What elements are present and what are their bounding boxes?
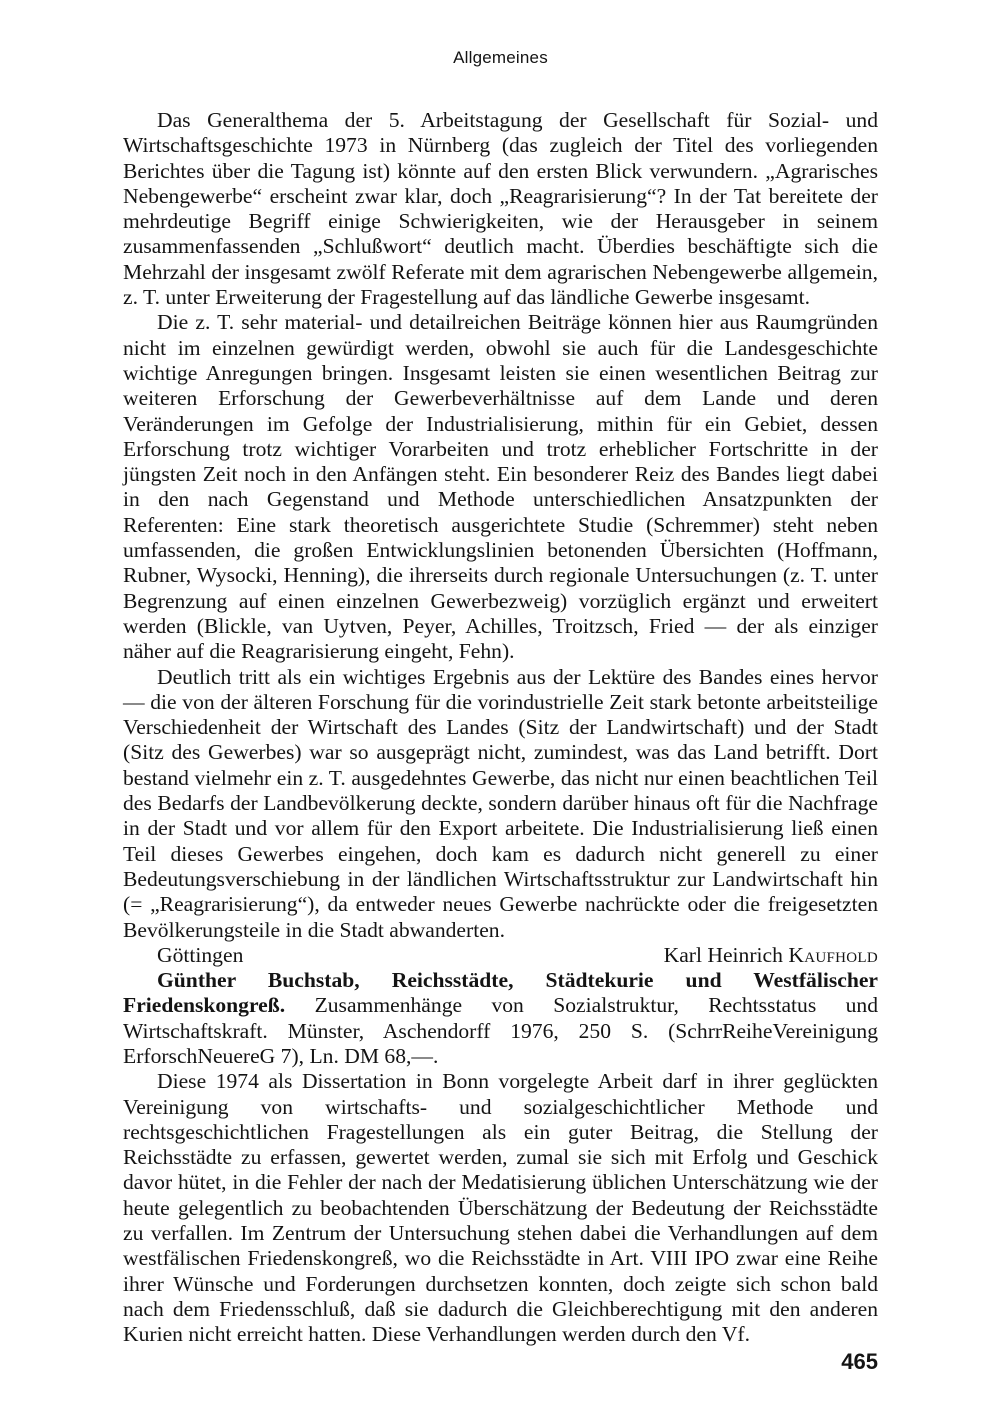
- review2-book-details: Zusammenhänge von Sozialstruktur, Rechtsstatus und Wirtschaftskraft. Münster, Aschendorff 1976, 250 S. (SchrrReiheVereinigung ErforschNeuereG 7), Ln. DM 68,—.: [123, 993, 878, 1068]
- review2-book-author-title: Günther Buchstab, Reichsstädte, Städtekurie und Westfälischer Friedenskongreß.: [123, 968, 878, 1018]
- review2-paragraph-1: Diese 1974 als Dissertation in Bonn vorgelegte Arbeit darf in ihrer geglückten Vereinigung von wirtschafts- und sozialgeschichtlicher Methode und rechtsgeschichtlichen Fragestellungen als ein guter Beitrag, die Stellung der Reichsstädte zu erfassen, gewertet werden, zumal sie sich mit Erfolg und Geschick davor hütet, in die Fehler der nach der Medatisierung üblichen Unterschätzung wie der heute gelegentlich zu beobachtenden Überschätzung der Bedeutung der Reichsstädte zu verfallen. Im Zentrum der Untersuchung stehen dabei die Verhandlungen auf dem westfälischen Friedenskongreß, wo die Reichsstädte in Art. VIII IPO zwar eine Reihe ihrer Wünsche und Forderungen durchsetzen konnten, doch zeigte sich schon bald nach dem Friedensschluß, daß sie dadurch die Gleichberechtigung mit den anderen Kurien nicht erreicht hatten. Diese Verhandlungen werden durch den Vf.: [123, 1069, 878, 1347]
- review1-reviewer: [664, 943, 878, 968]
- reviewer-last-name: Kaufhold: [788, 942, 878, 967]
- review1-place: Göttingen: [157, 942, 244, 967]
- running-header: Allgemeines: [453, 48, 548, 67]
- review1-paragraph-3: Deutlich tritt als ein wichtiges Ergebnis aus der Lektüre des Bandes eines hervor — die von der älteren Forschung für die vorindustrielle Zeit stark betonte arbeitsteilige Verschiedenheit der Wirtschaft des Landes (Sitz der Landwirtschaft) und der Stadt (Sitz des Gewerbes) war so ausgeprägt nicht, zumindest, was das Land betrifft. Dort bestand vielmehr ein z. T. ausgedehntes Gewerbe, das nicht nur einen beachtlichen Teil des Bedarfs der Landbevölkerung deckte, sondern darüber hinaus oft für die Nachfrage in der Stadt und vor allem für den Export arbeitete. Die Industrialisierung ließ einen Teil dieses Gewerbes eingehen, doch kam es dadurch nicht generell zu einer Bedeutungsverschiebung in der ländlichen Wirtschaftsstruktur zur Landwirtschaft hin (= „Reagrarisierung“), da entweder neues Gewerbe nachrückte oder die freigesetzten Bevölkerungsteile in die Stadt abwanderten.: [123, 664, 878, 942]
- reviewer-first-name: Karl Heinrich: [663, 942, 783, 967]
- review1-paragraph-2: Die z. T. sehr material- und detailreichen Beiträge können hier aus Raumgründen nicht im einzelnen gewürdigt werden, obwohl sie auch für die Landesgeschichte wichtige Anregungen bringen. Insgesamt leisten sie einen wesentlichen Beitrag zur weiteren Erforschung der Gewerbeverhältnisse auf dem Lande und deren Veränderungen im Gefolge der Industrialisierung, mithin für ein Gebiet, dessen Erforschung trotz wichtiger Vorarbeiten und trotz erheblicher Fortschritte in der jüngsten Zeit noch in den Anfängen steht. Ein besonderer Reiz des Bandes liegt dabei in den nach Gegenstand und Methode unterschiedlichen Ansatzpunkten der Referenten: Eine stark theoretisch ausgerichtete Studie (Schremmer) steht neben umfassenden, die großen Entwicklungslinien betonenden Übersichten (Hoffmann, Rubner, Wysocki, Henning), die ihrerseits durch regionale Untersuchungen (z. T. unter Begrenzung auf einen einzelnen Gewerbezweig) vorzüglich ergänzt und erweitert werden (Blickle, van Uytven, Peyer, Achilles, Troitzsch, Fried — der als einziger näher auf die Reagrarisierung eingeht, Fehn).: [123, 310, 878, 664]
- page-body: [123, 108, 878, 1348]
- review2-citation: [123, 968, 878, 1069]
- review1-paragraph-1: Das Generalthema der 5. Arbeitstagung der Gesellschaft für Sozial- und Wirtschaftsgeschichte 1973 in Nürnberg (das zugleich der Titel des vorliegenden Berichtes über die Tagung ist) könnte auf den ersten Blick verwundern. „Agrarisches Nebengewerbe“ erscheint zwar klar, doch „Reagrarisierung“? In der Tat bereitete der mehrdeutige Begriff einige Schwierigkeiten, wie der Herausgeber in seinem zusammenfassenden „Schlußwort“ deutlich macht. Überdies beschäftigte sich die Mehrzahl der insgesamt zwölf Referate mit dem agrarischen Nebengewerbe allgemein, z. T. unter Erweiterung der Fragestellung auf das ländliche Gewerbe insgesamt.: [123, 108, 878, 310]
- review1-signature: [123, 943, 878, 968]
- page-number: 465: [841, 1349, 878, 1374]
- book-page: [123, 0, 878, 1419]
